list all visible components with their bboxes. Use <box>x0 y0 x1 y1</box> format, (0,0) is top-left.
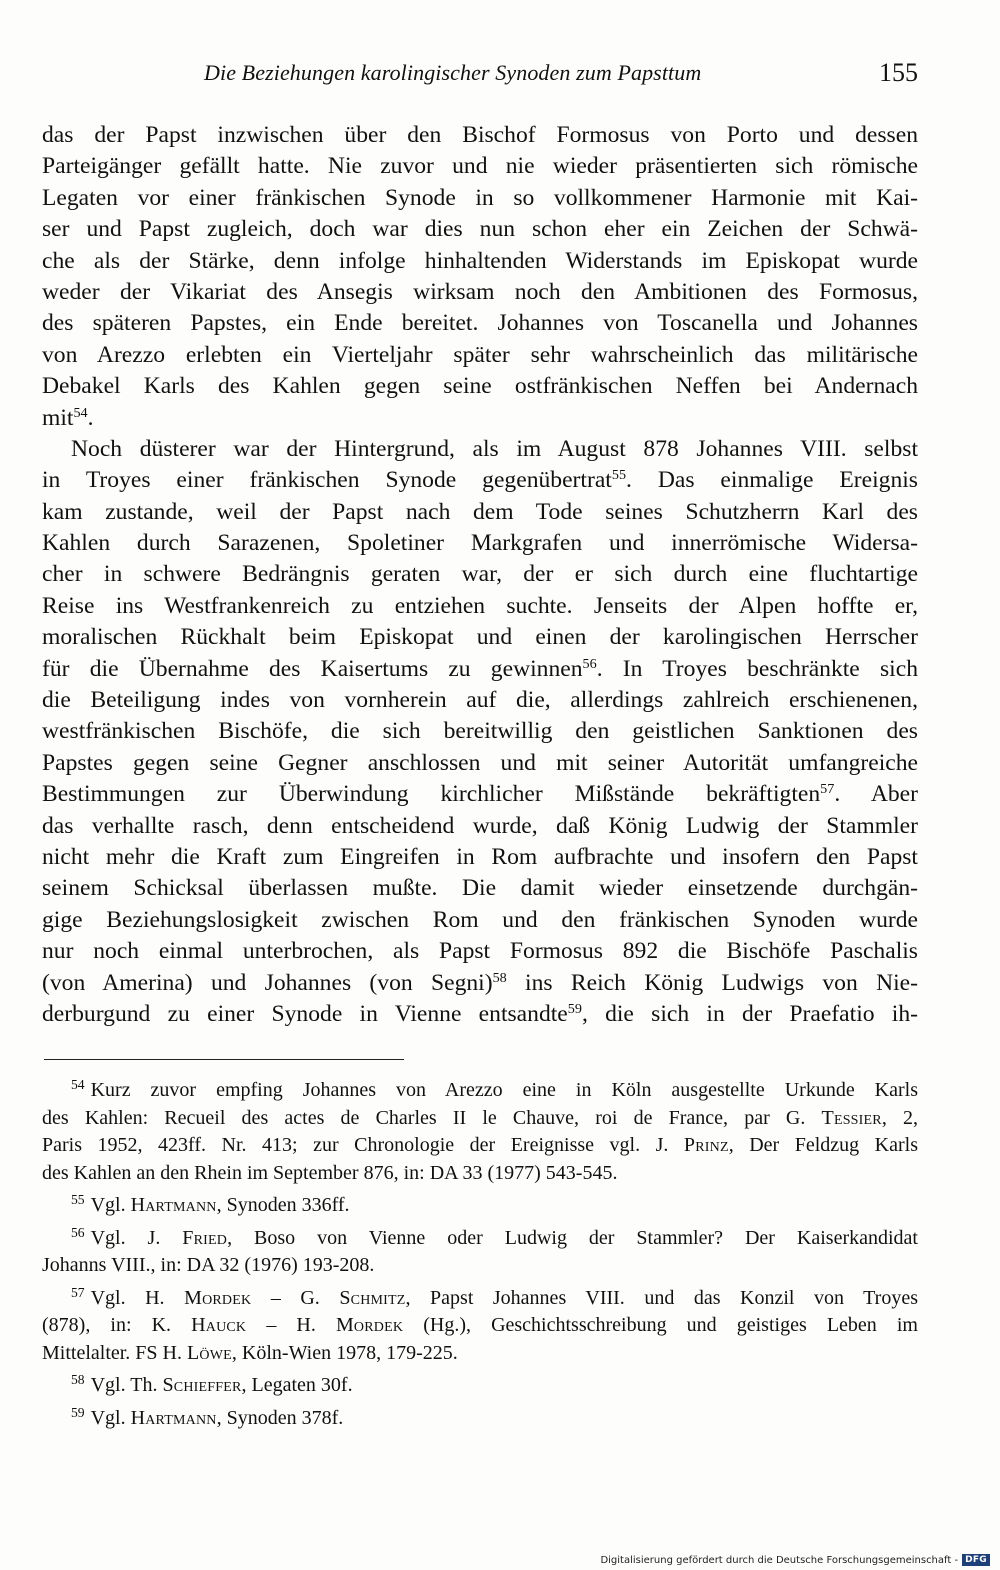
footnote-line: Johanns VIII., in: DA 32 (1976) 193-208. <box>42 1254 375 1276</box>
author-name: Löwe <box>187 1341 232 1364</box>
text-line: ser und Papst zugleich, doch war dies nun schon eher ein Zeichen der Schwä- <box>42 216 918 243</box>
body-text <box>42 120 918 1030</box>
text-fragment: des Kahlen: Recueil des actes de Charles II le Chauve, roi de France, par G. <box>42 1106 822 1129</box>
text-line: Reise ins Westfrankenreich zu entziehen suchte. Jenseits der Alpen hoffte er, <box>42 592 918 619</box>
text-fragment: Vgl. H. <box>90 1286 185 1309</box>
text-fragment: für die Übernahme des Kaisertums zu gewinnen <box>42 655 583 682</box>
text-line: moralischen Rückhalt beim Episkopat und einen der karolingischen Herrscher <box>42 624 918 651</box>
footnote-line <box>42 1285 918 1313</box>
footnote-line <box>42 1105 918 1133</box>
text-fragment: , Synoden 378f. <box>216 1406 344 1429</box>
text-fragment: Vgl. <box>90 1194 131 1216</box>
footnote-line <box>42 1372 918 1400</box>
text-fragment: , Papst Johannes VIII. und das Konzil von Troyes <box>405 1286 918 1309</box>
text-line <box>42 654 918 685</box>
footnote-line <box>42 1405 918 1433</box>
text-fragment: , Boso von Vienne oder Ludwig der Stammler? Der Kaiserkandidat <box>227 1226 918 1249</box>
text-fragment: – H. <box>246 1314 336 1336</box>
text-line: von Arezzo erlebten ein Vierteljahr später sehr wahrscheinlich das militärische <box>42 341 918 368</box>
author-name: Schieffer <box>162 1374 242 1396</box>
footnote-ref[interactable]: 58 <box>492 969 507 986</box>
footnote-number: 58 <box>71 1372 85 1388</box>
text-fragment: Paris 1952, 423ff. Nr. 413; zur Chronologie der Ereignisse vgl. J. <box>42 1134 684 1156</box>
author-name: Tessier <box>821 1106 882 1129</box>
text-fragment: , Synoden 336ff. <box>216 1194 350 1216</box>
footnote-55 <box>42 1192 918 1220</box>
text-fragment: . <box>87 404 94 431</box>
footnote-number: 55 <box>71 1192 85 1208</box>
footnote-ref[interactable]: 59 <box>567 1001 582 1018</box>
footnote-ref[interactable]: 55 <box>611 467 627 484</box>
footnote-line <box>42 1132 918 1160</box>
text-line: che als der Stärke, denn infolge hinhaltenden Widerstands im Episkopat wurde <box>42 247 918 274</box>
text-line <box>42 779 918 810</box>
author-name: Schmitz <box>339 1286 406 1309</box>
footnote-line <box>42 1340 918 1368</box>
text-line <box>42 999 918 1030</box>
text-fragment: derburgund zu einer Synode in Vienne entsandte <box>42 1000 568 1027</box>
author-name: Prinz <box>683 1134 729 1156</box>
footnote-58 <box>42 1372 918 1400</box>
footnote-line <box>42 1077 918 1105</box>
text-line <box>42 968 918 999</box>
text-fragment: in Troyes einer fränkischen Synode gegenübertrat <box>42 467 612 494</box>
text-line: weder der Vikariat des Ansegis wirksam noch den Ambitionen des Formosus, <box>42 278 918 305</box>
footnote-57 <box>42 1285 918 1368</box>
author-name: Hauck <box>191 1314 247 1336</box>
text-fragment: , Köln-Wien 1978, 179-225. <box>231 1341 458 1364</box>
text-fragment: . Aber <box>834 781 919 808</box>
text-fragment: , 2, <box>881 1106 918 1129</box>
text-line: Legaten vor einer fränkischen Synode in so vollkommener Harmonie mit Kai- <box>42 184 918 211</box>
page-number: 155 <box>879 58 918 87</box>
footnote-ref[interactable]: 54 <box>73 404 88 421</box>
text-fragment: Vgl. Th. <box>90 1374 163 1396</box>
text-line <box>42 403 918 434</box>
text-line: Parteigänger gefällt hatte. Nie zuvor und nie wieder präsentierten sich römische <box>42 153 918 180</box>
footnote-54 <box>42 1077 918 1187</box>
text-line: das der Papst inzwischen über den Bischof Formosus von Porto und dessen <box>42 122 918 148</box>
text-line: nur noch einmal unterbrochen, als Papst Formosus 892 die Bischöfe Paschalis <box>42 938 918 965</box>
text-line: kam zustande, weil der Papst nach dem Tode seines Schutzherrn Karl des <box>42 498 918 525</box>
dfg-logo: DFG <box>962 1554 990 1566</box>
text-line: die Beteiligung indes von vornherein auf die, allerdings zahlreich erschienenen, <box>42 687 918 714</box>
footnote-line: des Kahlen an den Rhein im September 876, in: DA 33 (1977) 543-545. <box>42 1161 618 1184</box>
text-fragment: , Der Feldzug Karls <box>728 1134 919 1156</box>
text-fragment: mit <box>42 404 74 431</box>
text-fragment: (878), in: K. <box>42 1314 192 1336</box>
author-name: Mordek <box>184 1286 252 1309</box>
text-fragment: . Das einmalige Ereignis <box>626 467 918 494</box>
footnote-line <box>42 1225 918 1253</box>
text-line: seinem Schicksal überlassen mußte. Die damit wieder einsetzende durchgän- <box>42 875 918 902</box>
footnote-number: 54 <box>71 1077 85 1093</box>
footnote-line <box>42 1312 918 1340</box>
text-line: des späteren Papstes, ein Ende bereitet. Johannes von Toscanella und Johannes <box>42 310 918 337</box>
text-fragment: . In Troyes beschränkte sich <box>596 655 918 682</box>
text-fragment: , Legaten 30f. <box>241 1374 353 1396</box>
author-name: Hartmann <box>130 1194 217 1216</box>
footnote-59 <box>42 1405 918 1433</box>
text-line: Noch düsterer war der Hintergrund, als im August 878 Johannes VIII. selbst <box>71 435 918 462</box>
author-name: Hartmann <box>130 1406 217 1429</box>
text-fragment: Vgl. <box>90 1406 131 1429</box>
footnotes <box>42 1077 918 1437</box>
text-fragment: (Hg.), Geschichtsschreibung und geistiges Leben im <box>403 1314 918 1336</box>
author-name: Mordek <box>335 1314 404 1336</box>
text-line: Kahlen durch Sarazenen, Spoletiner Markgrafen und innerrömische Widersa- <box>42 530 918 557</box>
digitization-credit <box>600 1554 990 1566</box>
footnote-divider <box>44 1059 404 1060</box>
footnote-line <box>42 1192 918 1220</box>
text-fragment: – G. <box>251 1286 340 1309</box>
text-line: cher in schwere Bedrängnis geraten war, der er sich durch eine fluchtartige <box>42 561 918 588</box>
footnote-ref[interactable]: 57 <box>820 781 835 798</box>
text-fragment: Bestimmungen zur Überwindung kirchlicher Mißstände bekräftigten <box>42 781 821 808</box>
footnote-56 <box>42 1225 918 1280</box>
author-name: Fried <box>182 1226 228 1249</box>
running-head <box>42 60 918 96</box>
text-line <box>42 465 918 496</box>
text-fragment: Vgl. J. <box>90 1226 183 1249</box>
text-fragment: ins Reich König Ludwigs von Nie- <box>506 969 918 996</box>
footnote-number: 56 <box>71 1224 85 1240</box>
text-line: Papstes gegen seine Gegner anschlossen und mit seiner Autorität umfangreiche <box>42 749 918 776</box>
running-title: Die Beziehungen karolingischer Synoden zum Papsttum <box>204 60 702 85</box>
footnote-ref[interactable]: 56 <box>582 655 597 672</box>
text-line: gige Beziehungslosigkeit zwischen Rom und den fränkischen Synoden wurde <box>42 906 918 933</box>
footnote-number: 59 <box>71 1404 85 1420</box>
text-fragment: Kurz zuvor empfing Johannes von Arezzo eine in Köln ausgestellte Urkunde Karls <box>90 1079 918 1101</box>
credit-text: Digitalisierung gefördert durch die Deutsche Forschungsgemeinschaft - <box>600 1554 959 1566</box>
text-line: nicht mehr die Kraft zum Eingreifen in Rom aufbrachte und insofern den Papst <box>42 843 918 870</box>
text-line: westfränkischen Bischöfe, die sich bereitwillig den geistlichen Sanktionen des <box>42 718 918 745</box>
text-fragment: Mittelalter. FS H. <box>42 1341 187 1364</box>
text-fragment: (von Amerina) und Johannes (von Segni) <box>42 969 493 996</box>
text-fragment: , die sich in der Praefatio ih- <box>581 1000 919 1027</box>
footnote-number: 57 <box>71 1284 85 1300</box>
text-line: Debakel Karls des Kahlen gegen seine ostfränkischen Neffen bei Andernach <box>42 373 918 400</box>
text-line: das verhallte rasch, denn entscheidend wurde, daß König Ludwig der Stammler <box>42 812 918 839</box>
